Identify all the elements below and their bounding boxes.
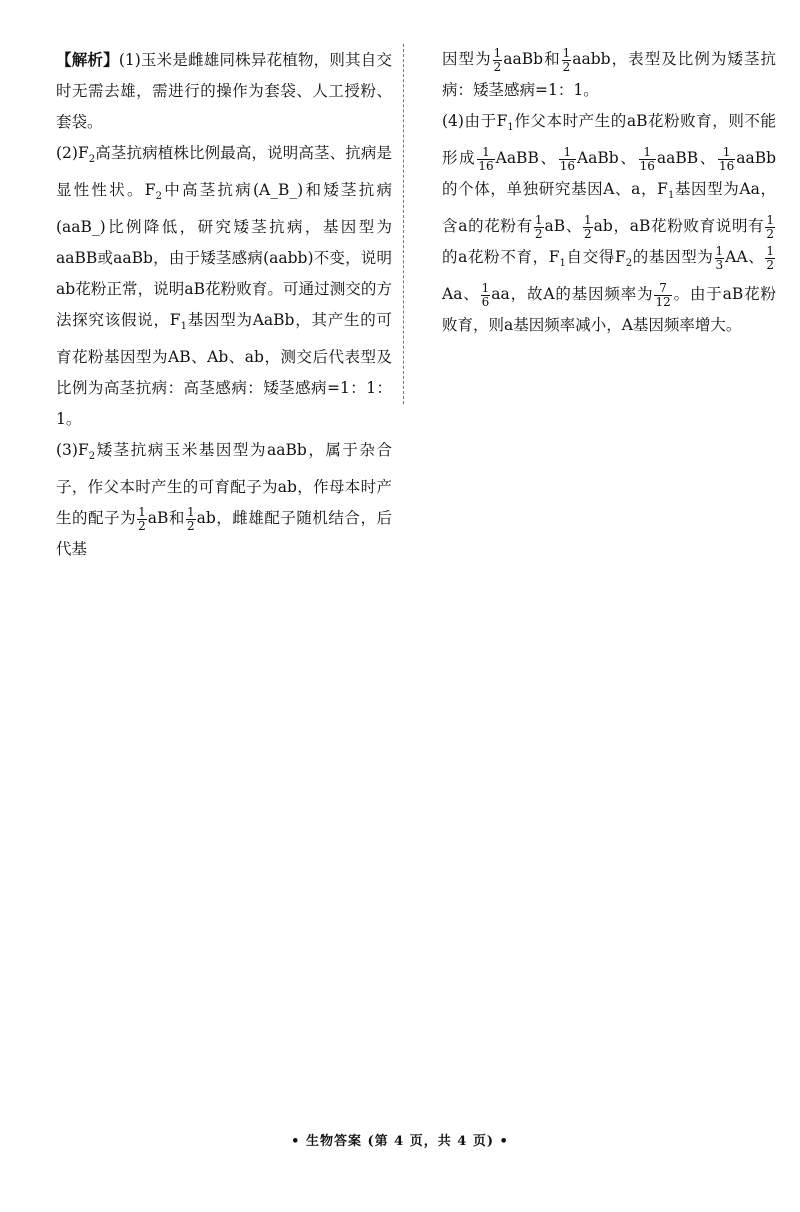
fraction: $\frac{7}{12}$ [655,280,671,309]
analysis-heading: 【解析】 [56,50,119,69]
fraction: $\frac{1}{16}$ [478,144,494,173]
fraction: $\frac{1}{2}$ [138,504,146,533]
fraction: $\frac{1}{2}$ [766,212,774,241]
paragraph-2: $(2)F_2$高茎抗病植株比例最高，说明高茎、抗病是显性性状。$F_2$中高茎抗病(A_B_)和矮茎抗病(aaB_)比例降低，研究矮茎抗病，基因型为aaBB或aaBb，由于矮茎感病(aabb)不变，说明ab花粉正常，说明aB花粉败育。可通过测交的方法探究该假说，$F_1$基因型为AaBb，其产生的可育花粉基因型为AB、Ab、ab，测交后代表型及比例为高茎抗病：高茎感病：矮茎感病=1：1：1。 [56,144,393,429]
paragraph-3-continued: 因型为 $\frac{1}{2}$ aaBb和 $\frac{1}{2}$ aabb，表型及比例为矮茎抗病：矮茎感病=1：1。 [442,45,776,99]
fraction: $\frac{1}{6}$ [481,280,490,309]
fraction: $\frac{1}{2}$ [562,45,571,74]
paragraph-3: $(3)F_2$矮茎抗病玉米基因型为aaBb，属于杂合子，作父本时产生的可育配子为ab，作母本时产生的配子为 $\frac{1}{2}$ aB和 $\frac{1}{2}$ ab，雌雄配子随机结合，后代基 [56,441,392,559]
page-footer: • 生物答案 (第 4 页，共 4 页) • [291,1134,509,1149]
fraction: $\frac{1}{16}$ [639,144,655,173]
paragraph-1: 【解析】(1)玉米是雌雄同株异花植物，则其自交时无需去雄，需进行的操作为套袋、人工授粉、套袋。 [56,50,392,131]
column-divider [403,44,404,404]
left-column [56,44,392,565]
fraction: $\frac{1}{2}$ [493,45,502,74]
right-column [442,44,776,341]
fraction: $\frac{1}{2}$ [584,212,592,241]
fraction: $\frac{1}{16}$ [718,144,735,173]
paragraph-4: (4)由于$F_1$作父本时产生的aB花粉败育，则不能形成 $\frac{1}{16}$ AaBB、 $\frac{1}{16}$ AaBb、 $\frac{1}{16}$ aaBB、 $\frac{1}{16}$ aaBb的个体，单独研究基因A、a，$F_1$基因型为Aa，含a的花粉有 $\frac{1}{2}$ aB、 $\frac{1}{2}$ ab，aB花粉败育说明有 $\frac{1}{2}$ 的a花粉不育，$F_1$自交得$F_2$的基因型为 $\frac{1}{3}$ AA、 $\frac{1}{2}$ Aa、 $\frac{1}{6}$ aa，故A的基因频率为 $\frac{7}{12}$ 。由于aB花粉败育，则a基因频率减小，A基因频率增大。 [442,112,777,335]
fraction: $\frac{1}{16}$ [559,144,575,173]
fraction: $\frac{1}{2}$ [766,243,774,272]
fraction: $\frac{1}{2}$ [534,212,543,241]
fraction: $\frac{1}{2}$ [186,504,195,533]
fraction: $\frac{1}{3}$ [715,243,724,272]
